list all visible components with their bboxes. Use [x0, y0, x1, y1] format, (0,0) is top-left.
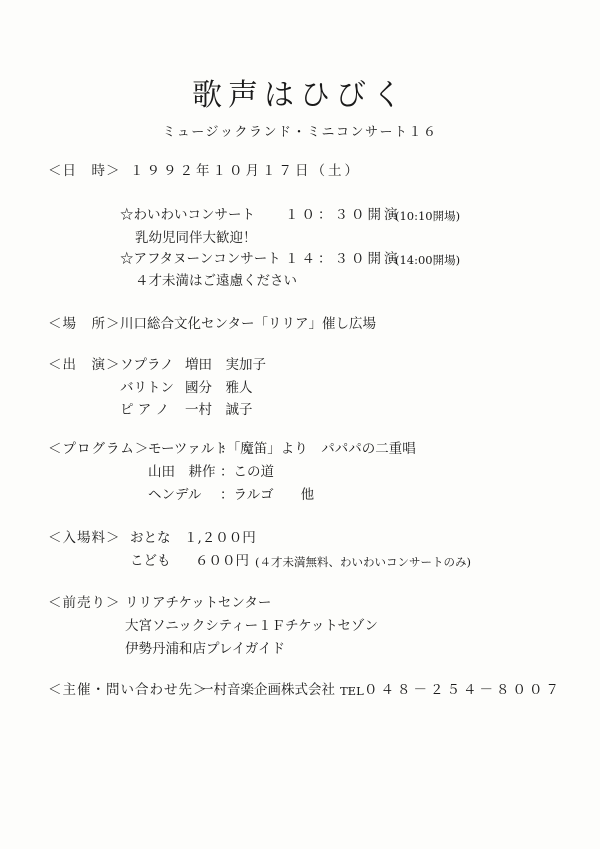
- date-label: ＜日 時＞: [48, 163, 121, 179]
- concert1-name: ☆わいわいコンサート: [120, 207, 255, 223]
- concert2-name: ☆アフタヌーンコンサート: [120, 251, 281, 267]
- concert2-open: (14:00開場): [395, 253, 461, 267]
- venue-value: 川口総合文化センター「リリア」催し広場: [120, 316, 376, 332]
- performer-role: ソプラノ: [120, 357, 174, 373]
- venue-label: ＜場 所＞: [48, 316, 121, 332]
- page-title: 歌声はひびく: [192, 78, 408, 113]
- program-composer: ヘンデル: [148, 487, 202, 503]
- admission-adult: おとな １,２００円: [130, 530, 256, 546]
- date-value: １９９２年１０月１７日（土）: [130, 163, 361, 179]
- performer-role: バリトン: [120, 380, 174, 396]
- concert1-open: (10:10開場): [395, 209, 461, 223]
- organizer-tel: ０４８－２５４－８００７: [364, 682, 562, 698]
- program-composer: モーツァルト: [148, 441, 228, 457]
- program-piece: ：「魔笛」より パパパの二重唱: [220, 441, 416, 457]
- admission-child-price: ６００円: [195, 553, 249, 569]
- program-piece: ：この道: [220, 464, 274, 480]
- program-composer: 山田 耕作: [148, 464, 216, 480]
- concert1-time: １０：３０開演: [285, 207, 401, 223]
- performer-name: 國分 雅人: [185, 380, 253, 396]
- performer-name: 一村 誠子: [185, 402, 253, 418]
- performers-label: ＜出 演＞: [48, 357, 121, 373]
- presale-outlet: 伊勢丹浦和店プレイガイド: [125, 641, 285, 657]
- admission-child-note: (４才未満無料、わいわいコンサートのみ): [255, 555, 471, 569]
- admission-child-label: こども: [130, 553, 171, 569]
- performer-role: ピ ア ノ: [120, 402, 170, 418]
- performer-name: 増田 実加子: [185, 357, 266, 373]
- organizer-name: 一村音楽企画株式会社: [200, 682, 335, 698]
- page-subtitle: ミュージックランド・ミニコンサート１６: [162, 125, 438, 140]
- program-label: ＜プログラム＞: [48, 441, 150, 457]
- organizer-label: ＜主催・問い合わせ先＞: [48, 682, 208, 698]
- presale-outlet: 大宮ソニックシティー１Ｆチケットセゾン: [125, 618, 378, 634]
- concert1-note: 乳幼児同伴大歓迎！: [135, 230, 257, 246]
- presale-label: ＜前売り＞: [48, 595, 121, 611]
- organizer-tel-label: TEL: [340, 684, 364, 698]
- admission-label: ＜入場料＞: [48, 530, 121, 546]
- program-piece: ：ラルゴ 他: [220, 487, 315, 503]
- presale-outlet: リリアチケットセンター: [125, 595, 272, 611]
- concert2-note: ４才未満はご遠慮ください: [135, 273, 297, 289]
- concert2-time: １４：３０開演: [285, 251, 401, 267]
